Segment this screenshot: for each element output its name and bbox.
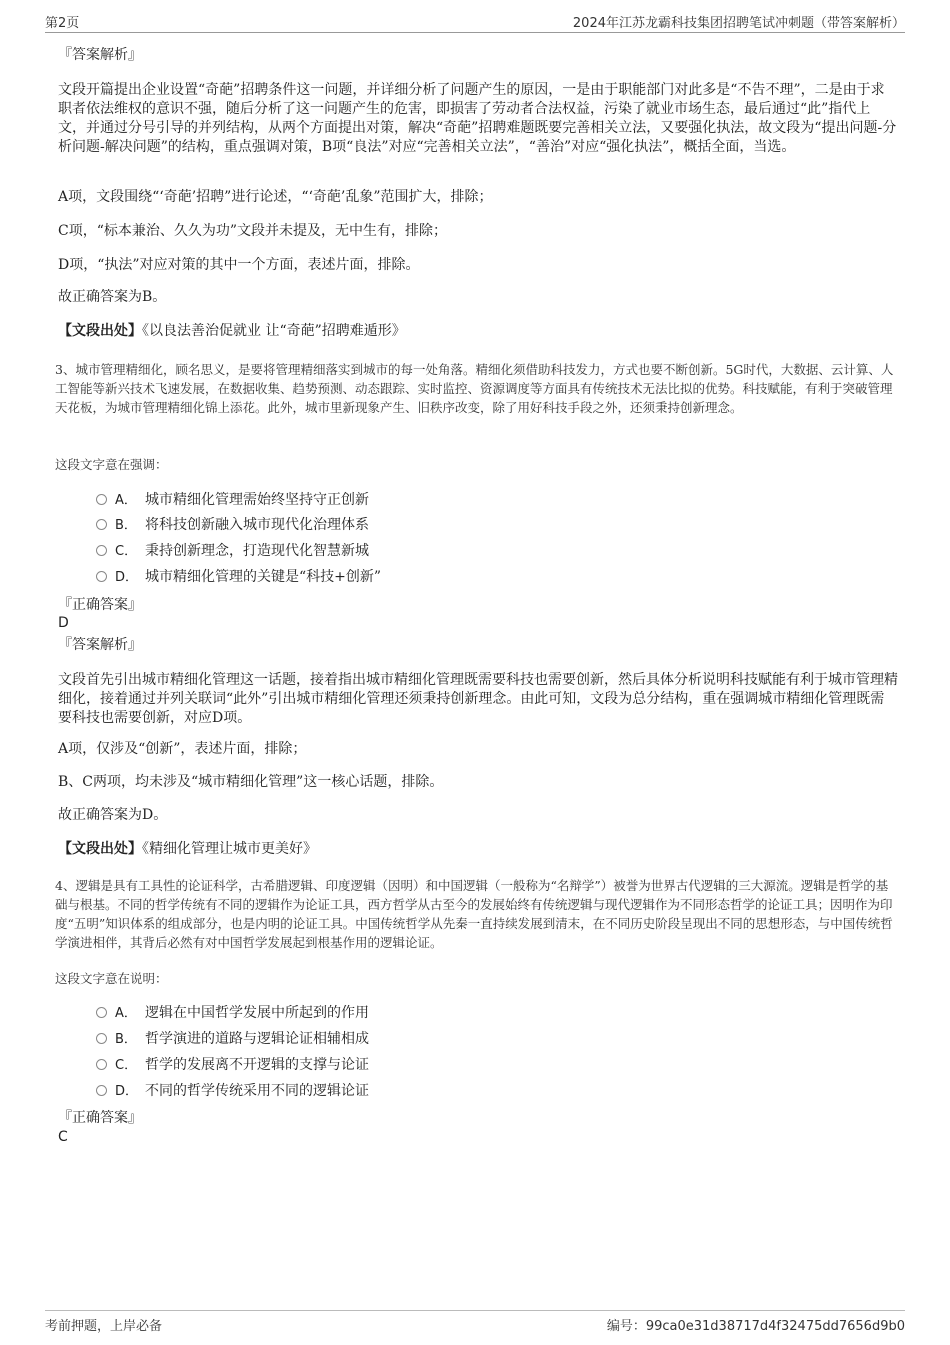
page-header <box>45 10 905 33</box>
q4-option-b[interactable] <box>96 1029 369 1050</box>
q2-conclusion: 故正确答案为B。 <box>58 289 167 305</box>
option-text: 逻辑在中国哲学发展中所起到的作用 <box>145 1005 369 1021</box>
option-letter: C． <box>115 1058 138 1073</box>
radio-icon[interactable] <box>96 1033 107 1044</box>
q4-option-c[interactable] <box>96 1055 369 1076</box>
radio-icon[interactable] <box>96 571 107 582</box>
option-letter: A． <box>115 1006 137 1021</box>
radio-icon[interactable] <box>96 1059 107 1070</box>
q2-option-a-note: A项，文段围绕“‘奇葩’招聘”进行论述，“‘奇葩’乱象”范围扩大，排除； <box>58 189 493 205</box>
option-text: 城市精细化管理的关键是“科技+创新” <box>145 569 382 585</box>
q3-option-d[interactable] <box>96 567 381 588</box>
option-text: 将科技创新融入城市现代化治理体系 <box>145 517 369 533</box>
q2-analysis-title: 『答案解析』 <box>58 47 142 63</box>
q4-answer-title: 『正确答案』 <box>58 1110 142 1126</box>
q2-option-c-note: C项，“标本兼治、久久为功”文段并未提及，无中生有，排除； <box>58 223 448 239</box>
option-text: 不同的哲学传统采用不同的逻辑论证 <box>145 1083 369 1099</box>
option-letter: A． <box>115 493 137 508</box>
q3-analysis-title: 『答案解析』 <box>58 637 142 653</box>
q2-source-title: 《以良法善治促就业 让“奇葩”招聘难遁形》 <box>142 323 406 339</box>
q3-option-a[interactable] <box>96 490 369 511</box>
q4-answer: C <box>58 1129 68 1145</box>
q3-source-label: 【文段出处】 <box>58 841 142 857</box>
option-text: 哲学的发展离不开逻辑的支撑与论证 <box>145 1057 369 1073</box>
q3-question-text: 3、城市管理精细化，顾名思义，是要将管理精细落实到城市的每一处角落。精细化须借助科技发力，方式也要不断创新。5G时代，大数据、云计算、人工智能等新兴技术飞速发展，在数据收集、趋势预测、动态跟踪、实时监控、资源调度等方面具有传统技术无法比拟的优势。科技赋能，有利于突破管理天花板，为城市管理精细化锦上添花。此外，城市里新现象产生、旧秩序改变，除了用好科技手段之外，还须秉持创新理念。 <box>55 362 894 415</box>
document-id: 编号：99ca0e31d38717d4f32475dd7656d9b0 <box>606 1319 905 1334</box>
q3-option-b[interactable] <box>96 515 369 536</box>
radio-icon[interactable] <box>96 519 107 530</box>
radio-icon[interactable] <box>96 1007 107 1018</box>
q3-source-title: 《精细化管理让城市更美好》 <box>142 841 317 857</box>
option-letter: B． <box>115 1032 137 1047</box>
option-letter: B． <box>115 518 137 533</box>
option-letter: D． <box>115 1084 139 1099</box>
q3-conclusion: 故正确答案为D。 <box>58 807 168 823</box>
q3-answer-title: 『正确答案』 <box>58 597 142 613</box>
q4-option-a[interactable] <box>96 1003 369 1024</box>
q3-option-a-note: A项，仅涉及“创新”，表述片面，排除； <box>58 741 307 757</box>
q3-prompt: 这段文字意在强调： <box>55 457 168 472</box>
option-text: 秉持创新理念，打造现代化智慧新城 <box>145 543 369 559</box>
footer-slogan: 考前押题，上岸必备 <box>45 1319 163 1334</box>
radio-icon[interactable] <box>96 545 107 556</box>
q3-answer: D <box>58 615 69 631</box>
option-text: 哲学演进的道路与逻辑论证相辅相成 <box>145 1031 369 1047</box>
option-letter: C． <box>115 544 138 559</box>
radio-icon[interactable] <box>96 1085 107 1096</box>
q2-source-label: 【文段出处】 <box>58 323 142 339</box>
radio-icon[interactable] <box>96 494 107 505</box>
option-letter: D． <box>115 570 139 585</box>
q2-source <box>58 322 898 341</box>
q3-source <box>58 840 898 859</box>
q2-analysis-text: 文段开篇提出企业设置“奇葩”招聘条件这一问题，并详细分析了问题产生的原因，一是由于职能部门对此多是“不告不理”，二是由于求职者依法维权的意识不强，随后分析了这一问题产生的危害，即损害了劳动者合法权益，污染了就业市场生态，最后通过“此”指代上文，并通过分号引导的并列结构，从两个方面提出对策，解决“奇葩”招聘难题既要完善相关立法，又要强化执法，故文段为“提出问题-分析问题-解决问题”的结构，重点强调对策，B项“良法”对应“完善相关立法”，“善治”对应“强化执法”，概括全面，当选。 <box>58 82 897 155</box>
q2-option-d-note: D项，“执法”对应对策的其中一个方面，表述片面，排除。 <box>58 257 420 273</box>
page-footer <box>45 1310 905 1335</box>
q3-analysis-text: 文段首先引出城市精细化管理这一话题，接着指出城市精细化管理既需要科技也需要创新，然后具体分析说明科技赋能有利于城市管理精细化，接着通过并列关联词“此外”引出城市精细化管理还须秉持创新理念。由此可知，文段为总分结构，重在强调城市精细化管理既需要科技也需要创新，对应D项。 <box>58 672 898 726</box>
q4-option-d[interactable] <box>96 1081 369 1102</box>
q3-option-bc-note: B、C两项，均未涉及“城市精细化管理”这一核心话题，排除。 <box>58 774 444 790</box>
page-number: 第2页 <box>45 16 80 31</box>
document-title: 2024年江苏龙霸科技集团招聘笔试冲刺题（带答案解析） <box>572 16 905 31</box>
q4-prompt: 这段文字意在说明： <box>55 971 168 986</box>
q3-option-c[interactable] <box>96 541 369 562</box>
option-text: 城市精细化管理需始终坚持守正创新 <box>145 492 369 508</box>
q4-question-text: 4、逻辑是具有工具性的论证科学，古希腊逻辑、印度逻辑（因明）和中国逻辑（一般称为“名辩学”）被誉为世界古代逻辑的三大源流。逻辑是哲学的基础与根基。不同的哲学传统有不同的逻辑作为论证工具，西方哲学从古至今的发展始终有传统逻辑与现代逻辑作为不同形态哲学的论证工具；因明作为印度“五明”知识体系的组成部分，也是内明的论证工具。中国传统哲学从先秦一直持续发展到清末，在不同历史阶段呈现出不同的思想形态，与中国传统哲学演进相伴，其背后必然有对中国哲学发展起到根基作用的逻辑论证。 <box>55 878 893 950</box>
